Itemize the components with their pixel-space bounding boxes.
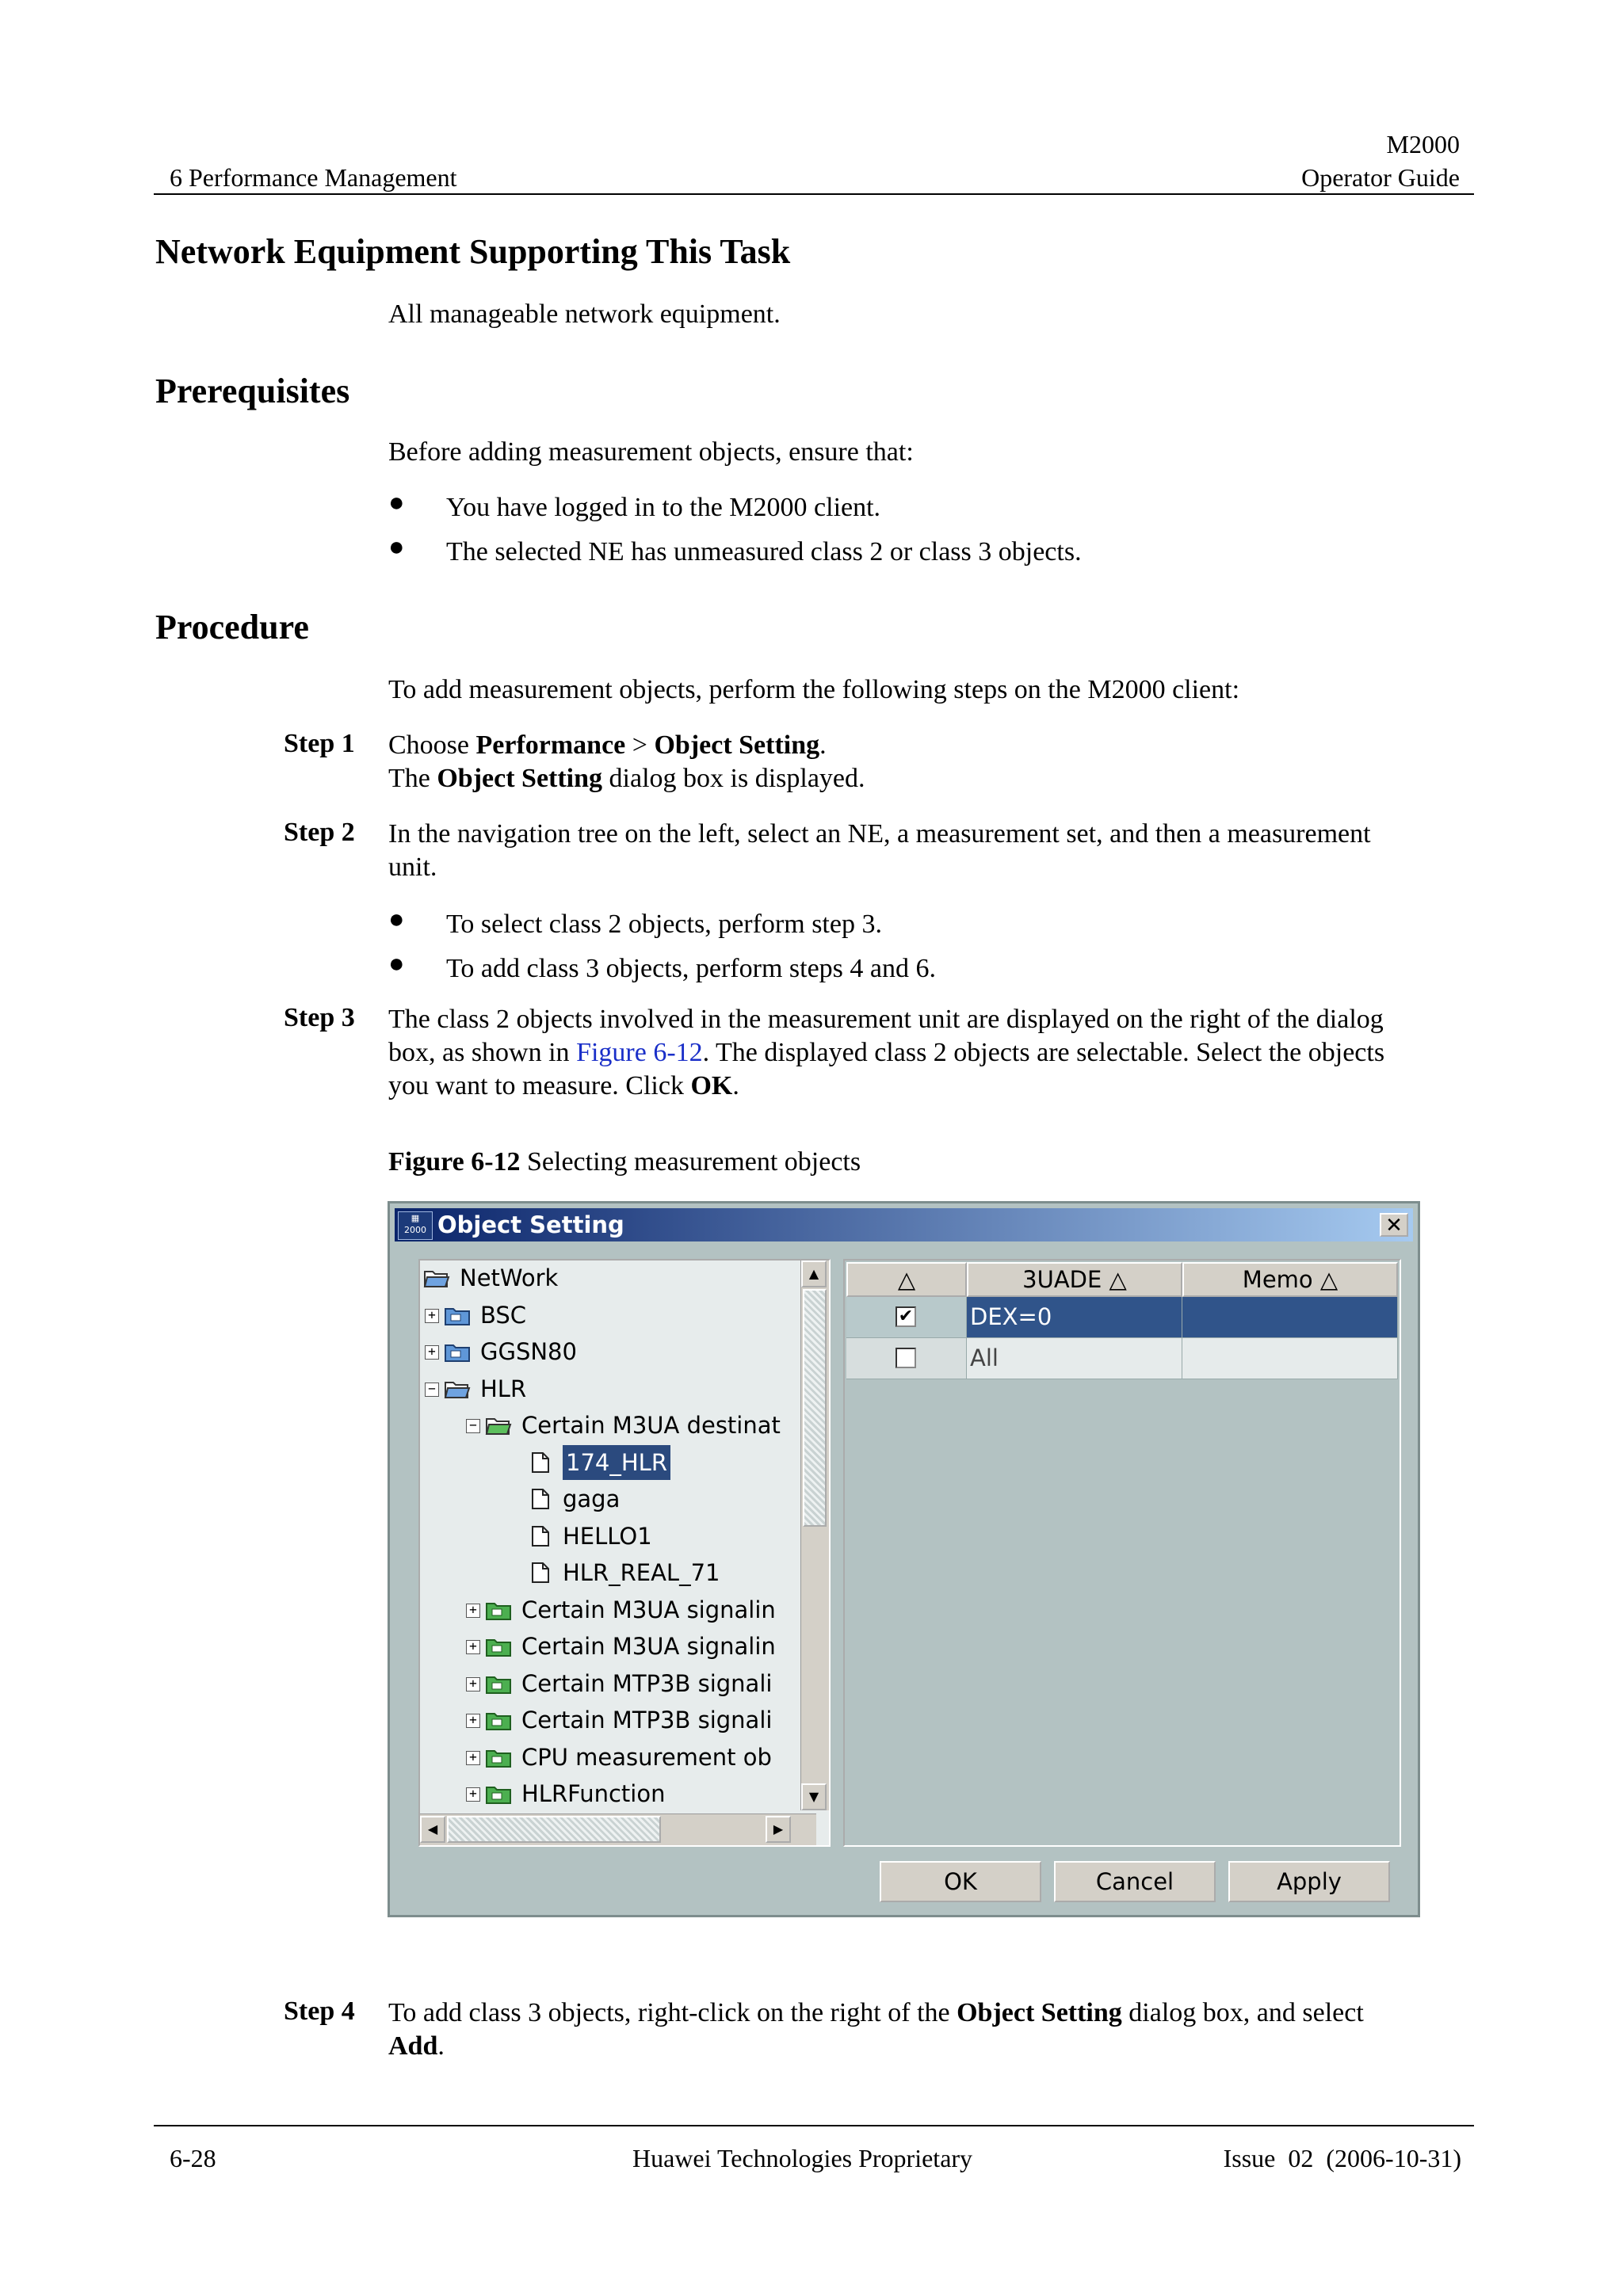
step-1-label: Step 1 [284,729,355,758]
equipment-heading: Network Equipment Supporting This Task [155,232,791,271]
tree-vertical-scrollbar[interactable] [800,1261,829,1810]
tree-node-label: GGSN80 [480,1338,577,1365]
prereq-bullet-2: The selected NE has unmeasured class 2 or class 3 objects. [446,537,1082,566]
tree-root-label: NetWork [460,1264,559,1291]
row-checkbox[interactable] [896,1348,916,1368]
tree-node-label: 174_HLR [563,1445,670,1480]
expand-icon[interactable]: + [466,1640,480,1654]
table-cell-name: All [967,1338,1182,1379]
tree-node-label: HELLO1 [563,1523,652,1550]
dialog-titlebar[interactable] [395,1208,1413,1241]
step-3-label: Step 3 [284,1003,355,1032]
step-2-bullet-1: To select class 2 objects, perform step 3. [446,910,882,939]
table-cell-name: DEX=0 [967,1297,1182,1338]
folder-icon [485,1635,512,1657]
column-header-3uade[interactable]: 3UADE △ [967,1262,1182,1297]
tree-node-label: Certain MTP3B signali [521,1670,773,1697]
footer-proprietary: Huawei Technologies Proprietary [632,2144,973,2172]
bullet-dot: ● [388,905,405,934]
footer-rule [154,2125,1474,2126]
header-rule [154,193,1474,195]
document-icon [526,1488,553,1510]
step-2-label: Step 2 [284,818,355,847]
open-folder-icon [423,1267,450,1289]
apply-button[interactable]: Apply [1228,1861,1390,1902]
expand-icon[interactable]: + [466,1604,480,1618]
document-icon [526,1525,553,1547]
procedure-intro: To add measurement objects, perform the following steps on the M2000 client: [388,675,1240,704]
scroll-up-button[interactable]: ▲ [801,1261,827,1287]
footer-issue: Issue 02 (2006-10-31) [1223,2144,1461,2172]
folder-icon [485,1709,512,1731]
header-doc-title: Operator Guide [1301,163,1460,192]
tree-node-label: CPU measurement ob [521,1744,772,1771]
app-logo-icon: ▦ 2000 [398,1211,433,1240]
expand-icon[interactable]: + [466,1677,480,1691]
column-header-check[interactable]: △ [846,1262,967,1297]
bullet-dot: ● [388,488,405,517]
collapse-icon[interactable]: − [466,1419,480,1433]
bullet-dot: ● [388,532,405,562]
ok-button[interactable]: OK [880,1861,1041,1902]
tree-node-label: Certain M3UA destinat [521,1412,781,1439]
step-4-label: Step 4 [284,1997,355,2026]
tree-node-label: Certain M3UA signalin [521,1596,776,1623]
step-2-text: In the navigation tree on the left, select an NE, a measurement set, and then a measurement unit. [388,819,1371,882]
folder-icon [485,1746,512,1768]
expand-icon[interactable]: + [425,1309,439,1323]
procedure-heading: Procedure [155,608,309,646]
dialog-title: Object Setting [437,1211,624,1238]
tree-node-label: Certain M3UA signalin [521,1633,776,1660]
step-2-bullet-2: To add class 3 objects, perform steps 4 and 6. [446,954,936,983]
scroll-right-button[interactable]: ▶ [766,1816,791,1843]
object-setting-dialog [388,1201,1420,1917]
document-icon [526,1451,553,1474]
open-folder-icon [444,1378,471,1400]
step-3-text: The class 2 objects involved in the measurement unit are displayed on the right of the dialog box, as shown in Figure 6-12. The displayed class 2 objects are selectable. Select the objects you want to measure. Click OK. [388,1005,1385,1100]
expand-icon[interactable]: + [466,1787,480,1802]
open-folder-icon [485,1414,512,1436]
close-button[interactable]: ✕ [1380,1213,1408,1237]
step-4-text: To add class 3 objects, right-click on the right of the Object Setting dialog box, and select Add. [388,1998,1364,2061]
bullet-dot: ● [388,949,405,978]
objects-table[interactable] [843,1259,1401,1847]
tree-node-label: Certain MTP3B signali [521,1707,773,1733]
cancel-button[interactable]: Cancel [1054,1861,1216,1902]
tree-horizontal-scrollbar[interactable] [420,1814,816,1845]
figure-link[interactable]: Figure 6-12 [576,1038,703,1067]
step-1-text: Choose Performance > Object Setting. The Object Setting dialog box is displayed. [388,730,865,793]
hscroll-thumb[interactable] [447,1816,661,1843]
row-checkbox[interactable]: ✔ [896,1306,916,1327]
figure-caption: Figure 6-12 Selecting measurement objects [388,1147,861,1177]
tree-node-label: gaga [563,1486,621,1512]
prereq-intro: Before adding measurement objects, ensure that: [388,437,914,467]
tree-node-label: BSC [480,1302,527,1329]
navigation-tree[interactable] [418,1259,831,1847]
folder-icon [444,1341,471,1363]
expand-icon[interactable]: + [466,1751,480,1765]
tree-node-label: HLR [480,1375,527,1402]
header-product: M2000 [1386,130,1460,158]
table-cell-check [846,1338,967,1379]
table-cell-check [846,1297,967,1338]
column-header-memo[interactable]: Memo △ [1182,1262,1398,1297]
tree-node-label: HLRFunction [521,1780,666,1807]
collapse-icon[interactable]: − [425,1383,439,1397]
folder-icon [485,1783,512,1805]
scroll-down-button[interactable]: ▼ [801,1783,827,1810]
table-cell-memo [1182,1338,1398,1379]
expand-icon[interactable]: + [466,1714,480,1728]
footer-page-number: 6-28 [170,2144,216,2172]
folder-icon [485,1672,512,1695]
header-section: 6 Performance Management [170,163,457,192]
scroll-left-button[interactable]: ◀ [420,1816,445,1843]
expand-icon[interactable]: + [425,1345,439,1360]
table-cell-memo [1182,1297,1398,1338]
prereq-heading: Prerequisites [155,372,350,410]
scroll-thumb[interactable] [803,1289,827,1527]
document-icon [526,1562,553,1584]
folder-icon [444,1304,471,1326]
prereq-bullet-1: You have logged in to the M2000 client. [446,493,881,522]
tree-node-label: HLR_REAL_71 [563,1559,720,1586]
folder-icon [485,1599,512,1621]
equipment-text: All manageable network equipment. [388,299,781,329]
